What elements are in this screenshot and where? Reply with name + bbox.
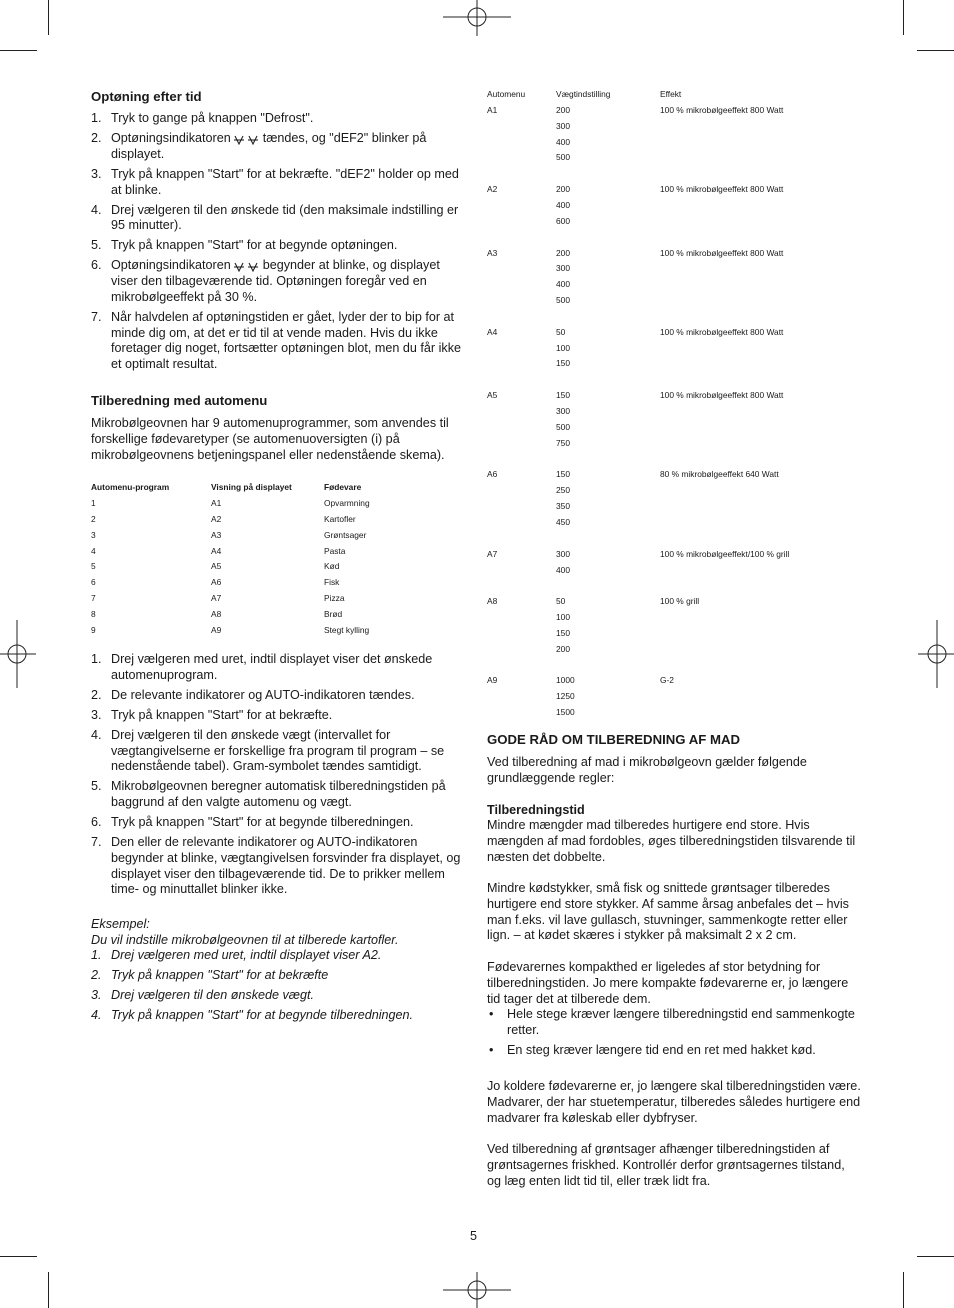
- table-cell: 6: [91, 577, 96, 588]
- step-text: Drej vælgeren til den ønskede tid (den maksimale indstilling er 95 minutter).: [111, 202, 459, 233]
- table-cell: G-2: [660, 675, 674, 686]
- table-row: [487, 596, 862, 608]
- table-cell: 100 % mikrobølgeeffekt 800 Watt: [660, 326, 784, 337]
- table-row: [91, 609, 463, 625]
- table-row: [91, 498, 463, 514]
- table-cell: 300: [556, 406, 570, 416]
- table-cell: 500: [556, 295, 570, 306]
- step-number: 4.: [91, 1007, 102, 1022]
- table-cell: Pasta: [324, 545, 346, 556]
- table-row: [487, 137, 862, 149]
- subtitle-cooking-time: Tilberedningstid: [487, 803, 585, 817]
- table-cell: 100 % mikrobølgeeffekt/100 % grill: [660, 548, 790, 559]
- bullet-item: [487, 1043, 862, 1059]
- example-label: Eksempel:: [91, 917, 150, 931]
- step-item: [91, 203, 463, 235]
- step-number: 4.: [91, 727, 102, 742]
- step-number: 6.: [91, 258, 102, 273]
- bullet-icon: •: [489, 1042, 494, 1057]
- table-cell: 500: [556, 152, 570, 163]
- table-cell: Stegt kylling: [324, 625, 370, 636]
- table-row: [487, 422, 862, 434]
- step-item: [91, 728, 463, 775]
- table-row: [487, 675, 862, 687]
- step-number: 3.: [91, 987, 102, 1002]
- table-row: [91, 593, 463, 609]
- table-row: [487, 152, 862, 164]
- table-cell: 300: [556, 548, 570, 559]
- table-row: [91, 514, 463, 530]
- step-number: 2.: [91, 687, 102, 702]
- table-row: [487, 485, 862, 497]
- section-title-automenu: Tilberedning med automenu: [91, 393, 268, 408]
- step-number: 2.: [91, 967, 102, 982]
- step-text: Tryk på knappen "Start" for at bekræfte.: [111, 707, 333, 722]
- table-header: Fødevare: [324, 482, 362, 492]
- step-number: 5.: [91, 779, 102, 794]
- table-cell: 50: [556, 326, 566, 337]
- section-title-cooking-tips: GODE RÅD OM TILBEREDNING AF MAD: [487, 732, 740, 747]
- table-row: [91, 546, 463, 562]
- step-text: Mikrobølgeovnen beregner automatisk tilberedningstiden på baggrund af den valgte automenu og vægt.: [111, 779, 446, 810]
- table-cell: A9: [487, 675, 498, 686]
- step-item: [91, 948, 463, 964]
- table-cell: 400: [556, 136, 570, 147]
- step-item: [91, 258, 463, 305]
- table-row: [487, 121, 862, 133]
- registration-mark: [0, 620, 36, 688]
- table-row: [91, 561, 463, 577]
- table-cell: 350: [556, 501, 570, 512]
- crop-mark: [917, 50, 954, 51]
- step-text: Den eller de relevante indikatorer og AUTO-indikatoren begynder at blinke, vægtangivelsen forsvinder fra displayet, og displayet viser den tilbageværende tid. De to prikker mellem time- og minuttallet blinker ikke.: [111, 835, 461, 897]
- bullet-icon: •: [489, 1007, 494, 1021]
- step-number: 7.: [91, 835, 102, 850]
- table-cell: A4: [211, 545, 222, 556]
- page-number: 5: [470, 1229, 478, 1243]
- table-cell: 300: [556, 120, 570, 131]
- table-cell: 600: [556, 215, 570, 226]
- step-item: [91, 652, 463, 684]
- crop-mark: [48, 1272, 49, 1308]
- table-cell: 2: [91, 513, 96, 524]
- step-number: 6.: [91, 815, 102, 830]
- table-header: Automenu: [487, 89, 526, 99]
- table-cell: 100 % mikrobølgeeffekt 800 Watt: [660, 247, 784, 258]
- table-cell: 300: [556, 263, 570, 274]
- table-row: [91, 625, 463, 641]
- paragraph-temperature: Jo koldere fødevarerne er, jo længere skal tilberedningstiden være. Madvarer, der har stuetemperatur, tilberedes således hurtigere end madvarer fra køleskab eller dybfryser.: [487, 1079, 861, 1125]
- table-cell: A3: [211, 529, 222, 540]
- step-item: [91, 238, 463, 254]
- table-header: Vægtindstilling: [556, 89, 611, 99]
- step-text: De relevante indikatorer og AUTO-indikatoren tændes.: [111, 687, 415, 702]
- table-row: [487, 89, 862, 101]
- crop-mark: [0, 1256, 37, 1257]
- registration-mark: [918, 620, 954, 688]
- table-cell: A3: [487, 247, 498, 258]
- step-text: Optøningsindikatoren: [111, 130, 231, 145]
- table-cell: 80 % mikrobølgeeffekt 640 Watt: [660, 469, 779, 480]
- paragraph-density: Fødevarernes kompakthed er ligeledes af stor betydning for tilberedningstiden. Jo mere kompakte fødevarerne er, jo længere tid tager det at tilberede dem.: [487, 960, 849, 1006]
- defrost-icon: [234, 134, 260, 144]
- step-item: [91, 167, 463, 199]
- table-cell: 1250: [556, 691, 575, 702]
- table-cell: 150: [556, 390, 570, 401]
- table-row: [487, 327, 862, 339]
- bullet-text: Hele stege kræver længere tilberedningstid end sammenkogte retter.: [507, 1007, 855, 1037]
- table-row: [487, 549, 862, 561]
- table-row: [487, 216, 862, 228]
- table-cell: 250: [556, 485, 570, 496]
- table-cell: 200: [556, 247, 570, 258]
- step-item: [91, 111, 463, 127]
- table-cell: A7: [211, 593, 222, 604]
- table-cell: 150: [556, 469, 570, 480]
- table-cell: Pizza: [324, 593, 345, 604]
- table-cell: 100: [556, 342, 570, 353]
- step-number: 5.: [91, 238, 102, 253]
- table-row: [487, 200, 862, 212]
- table-cell: 1: [91, 497, 96, 508]
- step-item: [91, 968, 463, 984]
- crop-mark: [48, 0, 49, 35]
- table-cell: 3: [91, 529, 96, 540]
- table-row: [487, 248, 862, 260]
- table-cell: 50: [556, 596, 566, 607]
- table-row: [487, 517, 862, 529]
- step-item: [91, 779, 463, 811]
- table-cell: 500: [556, 421, 570, 432]
- step-number: 3.: [91, 166, 102, 181]
- table-row: [91, 577, 463, 593]
- step-text: Tryk på knappen "Start" for at begynde tilberedningen.: [111, 1007, 414, 1022]
- table-cell: 100 % mikrobølgeeffekt 800 Watt: [660, 390, 784, 401]
- step-item: [91, 688, 463, 704]
- step-item: [91, 131, 463, 163]
- table-cell: 100 % mikrobølgeeffekt 800 Watt: [660, 184, 784, 195]
- automenu-program-table: [91, 482, 463, 641]
- table-row: [487, 105, 862, 117]
- bullet-text: En steg kræver længere tid end en ret med hakket kød.: [507, 1042, 816, 1057]
- table-cell: 200: [556, 643, 570, 654]
- cooking-tips-intro: Ved tilberedning af mad i mikrobølgeovn gælder følgende grundlæggende regler:: [487, 755, 807, 785]
- table-cell: A5: [211, 561, 222, 572]
- section-title-defrost: Optøning efter tid: [91, 89, 202, 104]
- step-text: Tryk på knappen "Start" for at bekræfte. "dEF2" holder op med at blinke.: [111, 166, 459, 197]
- table-cell: A9: [211, 625, 222, 636]
- table-cell: Brød: [324, 609, 343, 620]
- step-text: Drej vælgeren med uret, indtil displayet viser det ønskede automenuprogram.: [111, 652, 433, 682]
- table-row: [487, 628, 862, 640]
- step-number: 1.: [91, 948, 102, 962]
- table-cell: Fisk: [324, 577, 340, 588]
- table-cell: 8: [91, 609, 96, 620]
- table-row: [487, 501, 862, 513]
- registration-mark: [443, 0, 511, 36]
- step-item: [91, 708, 463, 724]
- table-row: [487, 358, 862, 370]
- table-row: [487, 707, 862, 719]
- step-text: Tryk på knappen "Start" for at bekræfte: [111, 967, 329, 982]
- table-cell: 100 % grill: [660, 596, 700, 607]
- table-cell: 400: [556, 199, 570, 210]
- table-cell: 200: [556, 184, 570, 195]
- table-cell: A6: [487, 469, 498, 480]
- paragraph-vegetables: Ved tilberedning af grøntsager afhænger tilberedningstiden af grøntsagernes friskhed. Kontrollér derfor grøntsagernes tilstand, og læg enten lidt tid til, eller træk lidt fra.: [487, 1142, 845, 1188]
- example-intro: Du vil indstille mikrobølgeovnen til at tilberede kartofler.: [91, 933, 399, 947]
- table-row: [487, 469, 862, 481]
- step-item: [91, 988, 463, 1004]
- step-number: 4.: [91, 202, 102, 217]
- step-text-continued: begynder at blinke, og displayet viser den tilbageværende tid. Optøningen foregår ved en mikrobølgeeffekt på 30 %.: [111, 258, 440, 304]
- table-cell: 750: [556, 437, 570, 448]
- registration-mark: [443, 1272, 511, 1308]
- step-number: 3.: [91, 707, 102, 722]
- paragraph-size: Mindre kødstykker, små fisk og snittede grøntsager tilberedes hurtigere end store stykker. Af samme årsag anbefales det – hvis man f.eks. vil lave gullasch, stuvninger, sammenkogte retter eller lign. – at kødet skæres i stykker på maksimalt 2 x 2 cm.: [487, 881, 849, 943]
- step-item: [91, 815, 463, 831]
- step-text: Optøningsindikatoren: [111, 258, 231, 273]
- defrost-icon: [234, 261, 260, 271]
- table-cell: A5: [487, 390, 498, 401]
- table-row: [487, 691, 862, 703]
- table-row: [487, 263, 862, 275]
- table-cell: 100: [556, 612, 570, 623]
- step-number: 2.: [91, 130, 102, 145]
- table-cell: 400: [556, 279, 570, 290]
- crop-mark: [0, 50, 37, 51]
- table-cell: 200: [556, 104, 570, 115]
- table-cell: 150: [556, 358, 570, 369]
- step-number: 1.: [91, 111, 102, 125]
- step-item: [91, 310, 463, 373]
- step-text: Drej vælgeren til den ønskede vægt (intervallet for vægtangivelserne er forskellige fra program til program – se nedenstående tabel). Gram-symbolet tændes samtidigt.: [111, 727, 445, 774]
- table-cell: A2: [487, 184, 498, 195]
- table-row: [487, 343, 862, 355]
- bullet-item: [487, 1007, 862, 1039]
- density-bullets: [487, 1007, 862, 1063]
- step-text: Tryk to gange på knappen "Defrost".: [111, 111, 314, 125]
- step-item: [91, 1008, 463, 1024]
- table-header: Visning på displayet: [211, 482, 292, 492]
- table-header: Automenu-program: [91, 482, 170, 492]
- table-cell: 100 % mikrobølgeeffekt 800 Watt: [660, 104, 784, 115]
- table-row: [487, 406, 862, 418]
- table-cell: 1000: [556, 675, 575, 686]
- table-cell: A7: [487, 548, 498, 559]
- step-text: Drej vælgeren til den ønskede vægt.: [111, 987, 314, 1002]
- table-row: [487, 279, 862, 291]
- table-cell: Grøntsager: [324, 529, 367, 540]
- table-cell: 450: [556, 516, 570, 527]
- automenu-intro: Mikrobølgeovnen har 9 automenuprogrammer, som anvendes til forskellige fødevaretyper (se automenuoversigten (i) på mikrobølgeovnens betjeningspanel eller nedenstående skema).: [91, 416, 449, 462]
- table-cell: 9: [91, 625, 96, 636]
- table-row: [487, 184, 862, 196]
- table-cell: 1500: [556, 707, 575, 718]
- table-cell: A1: [487, 104, 498, 115]
- step-text: Drej vælgeren med uret, indtil displayet viser A2.: [111, 948, 382, 962]
- table-cell: 7: [91, 593, 96, 604]
- table-cell: 5: [91, 561, 96, 572]
- table-cell: 400: [556, 564, 570, 575]
- crop-mark: [903, 0, 904, 35]
- table-cell: Kød: [324, 561, 340, 572]
- table-cell: 4: [91, 545, 96, 556]
- table-row: [487, 295, 862, 307]
- table-row: [487, 612, 862, 624]
- table-cell: A1: [211, 497, 222, 508]
- step-text: Når halvdelen af optøningstiden er gået, lyder der to bip for at minde dig om, at det er tid til at vende maden. Hvis du ikke foretager dig noget, fortsætter optøningen blot, men du får ikke et optimalt resultat.: [111, 309, 462, 372]
- table-cell: A6: [211, 577, 222, 588]
- table-cell: A8: [487, 596, 498, 607]
- crop-mark: [917, 1256, 954, 1257]
- table-cell: A2: [211, 513, 222, 524]
- crop-mark: [903, 1272, 904, 1308]
- table-cell: 150: [556, 627, 570, 638]
- table-row: [91, 530, 463, 546]
- step-number: 1.: [91, 652, 102, 666]
- table-cell: A8: [211, 609, 222, 620]
- table-header: Effekt: [660, 89, 682, 99]
- step-text: Tryk på knappen "Start" for at begynde tilberedningen.: [111, 815, 414, 830]
- automenu-steps: [91, 652, 463, 902]
- step-number: 7.: [91, 309, 102, 324]
- paragraph-quantity: Mindre mængder mad tilberedes hurtigere end store. Hvis mængden af mad fordobles, øges tilberedningstiden tilsvarende til næsten det dobbelte.: [487, 818, 856, 864]
- table-row: [487, 565, 862, 577]
- table-cell: Kartofler: [324, 513, 356, 524]
- defrost-steps: [91, 111, 463, 377]
- table-cell: Opvarmning: [324, 497, 370, 508]
- example-steps: [91, 948, 463, 1028]
- step-text: Tryk på knappen "Start" for at begynde optøningen.: [111, 238, 398, 253]
- step-item: [91, 835, 463, 898]
- table-cell: A4: [487, 326, 498, 337]
- table-row: [487, 390, 862, 402]
- table-row: [487, 644, 862, 656]
- table-row: [487, 438, 862, 450]
- step-text-continued: tændes, og "dEF2" blinker på displayet.: [111, 130, 427, 161]
